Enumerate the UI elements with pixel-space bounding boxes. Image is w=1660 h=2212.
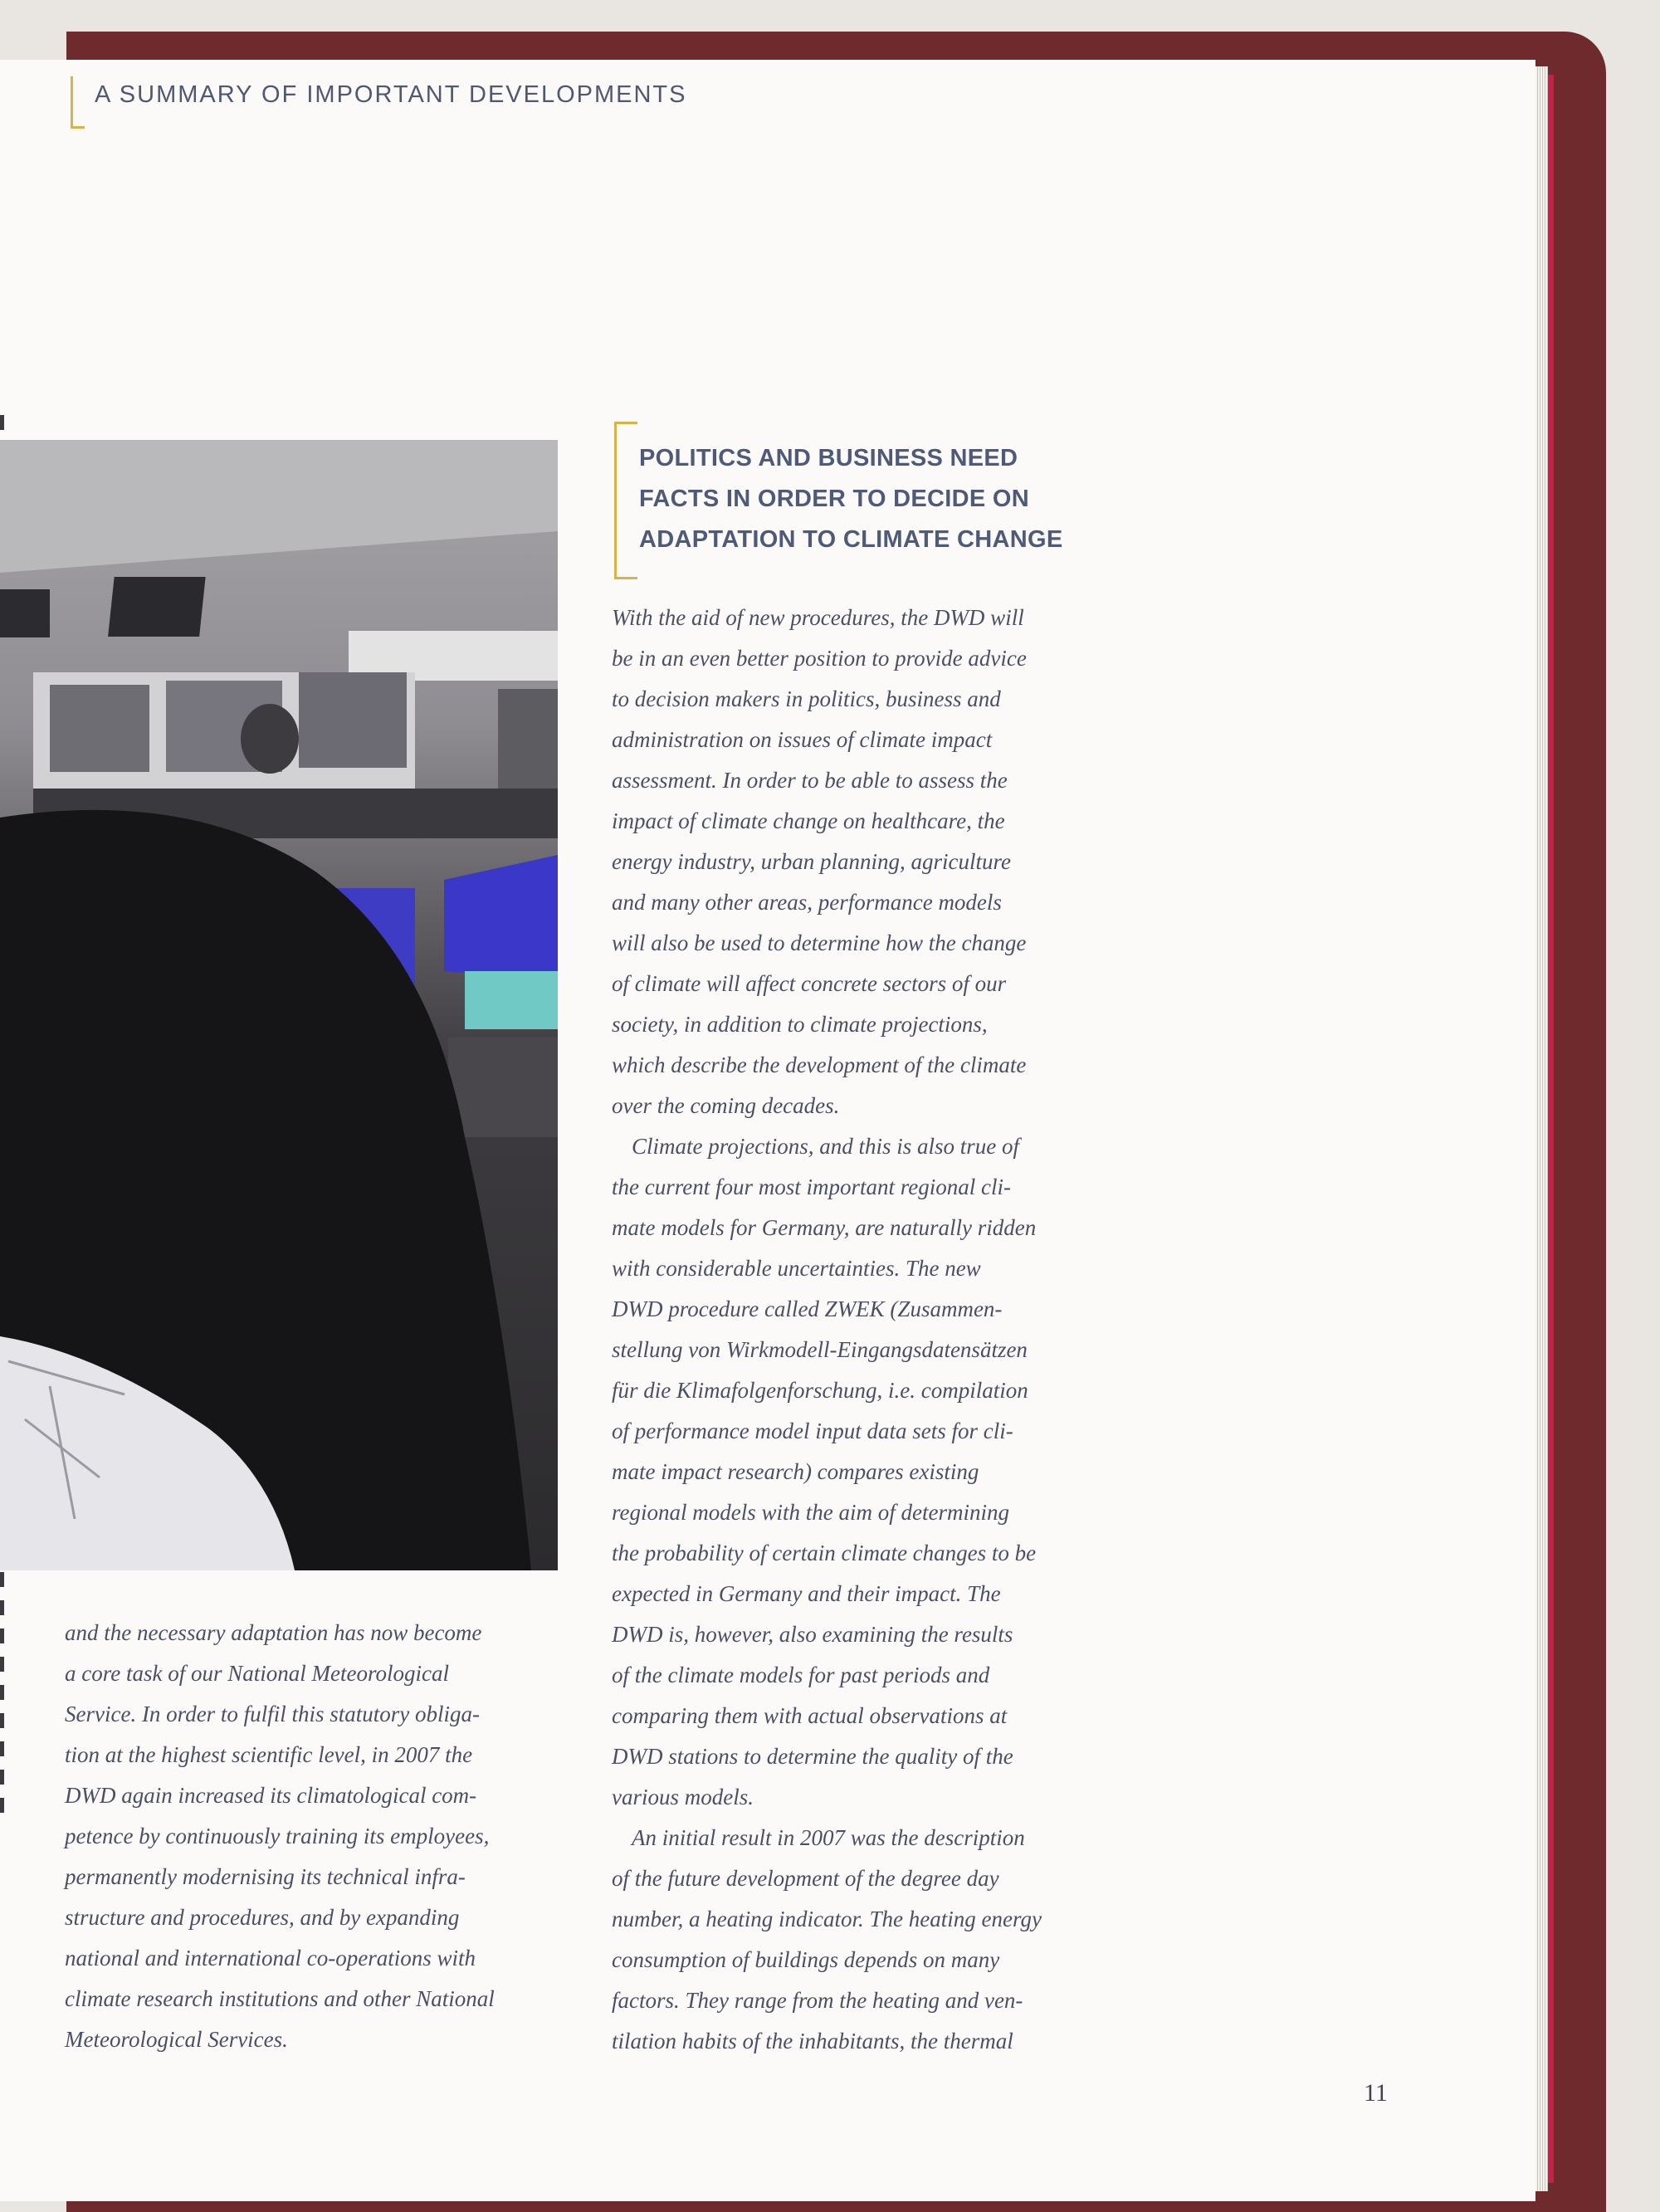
text-line: tilation habits of the inhabitants, the thermal <box>612 2029 1013 2053</box>
text-line: of the future development of the degree day <box>612 1866 999 1891</box>
text-line: and many other areas, performance models <box>612 890 1002 915</box>
text-line: and the necessary adaptation has now become <box>65 1620 482 1645</box>
text-line: DWD procedure called ZWEK (Zusammen- <box>612 1296 1003 1321</box>
article-heading <box>639 438 1129 560</box>
heading-line: ADAPTATION TO CLIMATE CHANGE <box>639 526 1063 553</box>
text-line: permanently modernising its technical infra- <box>65 1864 466 1889</box>
heading-line: FACTS IN ORDER TO DECIDE ON <box>639 486 1029 512</box>
text-line: of climate will affect concrete sectors of our <box>612 971 1007 996</box>
text-line: the probability of certain climate changes to be <box>612 1541 1037 1565</box>
text-line: expected in Germany and their impact. The <box>612 1581 1001 1606</box>
text-line: With the aid of new procedures, the DWD will <box>612 605 1024 630</box>
text-line: consumption of buildings depends on many <box>612 1947 1000 1972</box>
text-line: which describe the development of the climate <box>612 1052 1027 1077</box>
section-title: A SUMMARY OF IMPORTANT DEVELOPMENTS <box>95 81 687 108</box>
text-line: assessment. In order to be able to assess the <box>612 768 1008 793</box>
text-line: the current four most important regional cli- <box>612 1174 1011 1199</box>
text-line: Climate projections, and this is also true of <box>632 1134 1020 1159</box>
text-line: An initial result in 2007 was the description <box>632 1825 1025 1850</box>
text-line: regional models with the aim of determining <box>612 1500 1009 1525</box>
text-line: für die Klimafolgenforschung, i.e. compilation <box>612 1378 1028 1403</box>
text-line: Service. In order to fulfil this statutory obliga- <box>65 1702 480 1726</box>
text-line: administration on issues of climate impact <box>612 727 993 752</box>
left-column-text <box>65 1613 563 2060</box>
header-bracket <box>71 76 85 129</box>
text-line: be in an even better position to provide advice <box>612 646 1027 671</box>
text-line: climate research institutions and other National <box>65 1986 495 2011</box>
text-line: tion at the highest scientific level, in 2007 the <box>65 1742 473 1767</box>
text-line: national and international co-operations with <box>65 1946 476 1970</box>
text-line: to decision makers in politics, business and <box>612 686 1001 711</box>
right-column-text <box>612 598 1126 2062</box>
text-line: Meteorological Services. <box>65 2027 288 2052</box>
text-line: structure and procedures, and by expanding <box>65 1905 460 1930</box>
text-line: factors. They range from the heating and ven- <box>612 1988 1023 2013</box>
heading-bracket <box>614 422 637 579</box>
text-line: with considerable uncertainties. The new <box>612 1256 981 1281</box>
text-line: society, in addition to climate projections, <box>612 1012 988 1037</box>
text-line: a core task of our National Meteorological <box>65 1661 449 1686</box>
text-line: will also be used to determine how the change <box>612 930 1027 955</box>
text-line: number, a heating indicator. The heating energy <box>612 1907 1042 1931</box>
text-line: energy industry, urban planning, agriculture <box>612 849 1011 874</box>
forecast-room-photo <box>0 440 558 1570</box>
text-line: DWD is, however, also examining the results <box>612 1622 1013 1647</box>
text-line: petence by continuously training its employees, <box>65 1824 490 1848</box>
text-line: mate models for Germany, are naturally ridden <box>612 1215 1037 1240</box>
text-line: DWD stations to determine the quality of the <box>612 1744 1013 1769</box>
text-line: of performance model input data sets for cli- <box>612 1419 1013 1443</box>
text-line: stellung von Wirkmodell-Eingangsdatensätzen <box>612 1337 1028 1362</box>
text-line: various models. <box>612 1785 754 1809</box>
text-line: impact of climate change on healthcare, the <box>612 808 1005 833</box>
text-line: DWD again increased its climatological com- <box>65 1783 477 1808</box>
page-number: 11 <box>1364 2079 1388 2107</box>
text-line: over the coming decades. <box>612 1093 840 1118</box>
heading-line: POLITICS AND BUSINESS NEED <box>639 445 1018 471</box>
text-line: of the climate models for past periods and <box>612 1663 990 1687</box>
text-line: mate impact research) compares existing <box>612 1459 979 1484</box>
text-line: comparing them with actual observations at <box>612 1703 1008 1728</box>
article-heading-block <box>614 422 1129 584</box>
section-header <box>71 76 687 129</box>
